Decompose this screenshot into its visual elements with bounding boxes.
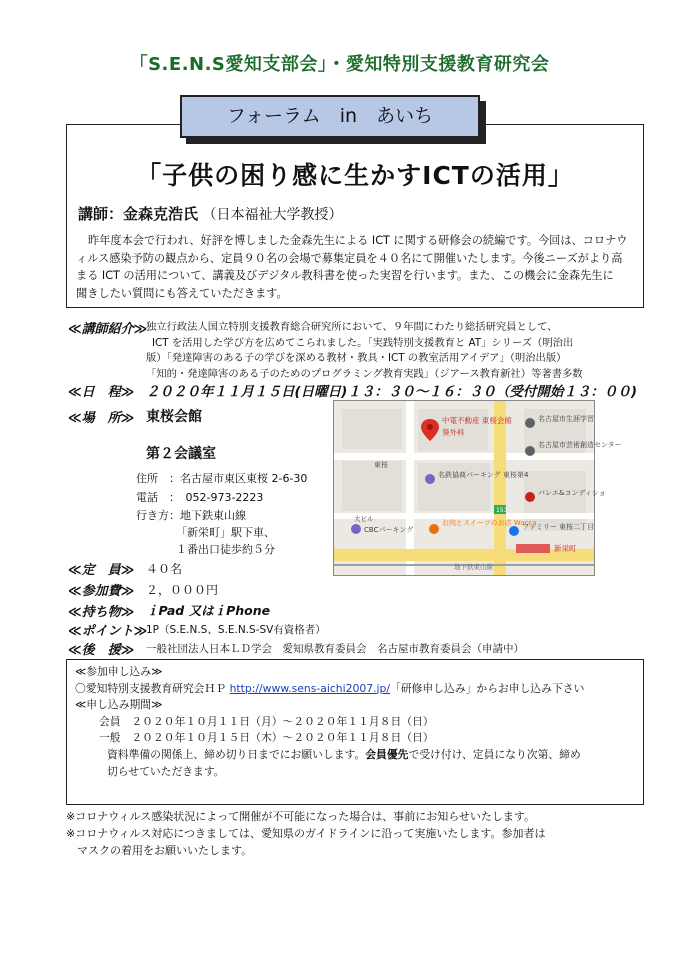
venue-pin-dot [427,424,433,430]
apply-prefix: 〇愛知特別支援教育研究会ＨＰ [75,681,230,695]
lecturer-name: 講師：金森克浩氏 [78,205,199,223]
lecturer-affiliation: （日本福祉大学教授） [202,207,343,223]
apply-note-d: 切らせていただきます。 [107,764,225,778]
intro-text [76,232,636,302]
venue-tel: 電話 ： 052-973-2223 [136,491,264,504]
notes [66,808,646,859]
shop-pin-icon [525,492,535,502]
map-block [342,461,402,511]
period-heading: ≪申し込み期間≫ [75,698,163,712]
lecturer-line [78,203,342,224]
profile-label: ≪講師紹介≫ [68,322,148,337]
map-label: CBCパーキング [364,526,414,534]
fee-label: ≪参加費≫ [68,584,135,599]
profile-line: 版）「発達障害のある子の学びを深める教材・教具・ICT の教室活用アイデア」（明治出版） [146,352,567,364]
map-label: 名鉄協商パーキング 東桜第4 [438,471,529,479]
apply-line [75,681,635,698]
application-box [66,659,644,805]
map-label: 名古屋市生涯学習 [538,415,594,423]
apply-note-c: で受け付け、定員になり次第、締め [408,747,581,761]
map-label: ファミリー 東桜二丁目 [522,523,595,531]
access-line: １番出口徒歩約５分 [176,543,275,556]
venue-map[interactable] [333,400,622,576]
profile-line: ICT を活用した学び方を広めてこられました。「実践特別支援教育と AT」シリーズ（明治出 [152,336,574,349]
apply-note-a: 資料準備の関係上、締め切り日までにお願いします。 [107,747,366,761]
support-label: ≪後 援≫ [68,643,135,658]
map-label: 葵外科 [442,428,465,437]
venue-address: 住所 ：名古屋市東区東桜 2-6-30 [136,472,308,485]
restaurant-pin-icon [429,524,439,534]
map-street [334,453,594,460]
apply-heading: ≪参加申し込み≫ [75,665,163,678]
map-label: バレエ&コンディショ [538,489,606,497]
apply-note [75,747,635,764]
intro-line: まる ICT の活用について、講義及びデジタル教科書を使った実習を行います。また、この機会に金森先生に [76,269,614,282]
map-canvas [334,401,622,575]
venue-name: 東桜会館 [146,409,202,425]
note-line: ※コロナウィルス対応につきましては、愛知県のガイドラインに沿って実施いたします。参加者は [66,827,546,840]
venue-access [136,507,275,558]
point-value: 1P（S.E.N.S、S.E.N.S-SV有資格者） [146,624,326,636]
note-line: マスクの着用をお願いいたします。 [66,844,253,857]
map-label: 大ビル [354,515,374,523]
bring-label: ≪持ち物≫ [68,605,135,620]
map-label: お肉とスイーツのお店 Wacca [442,519,537,527]
date-label: ≪日 程≫ [68,385,135,400]
store-pin-icon [509,526,519,536]
organizer-header: 「S.E.N.S愛知支部会」・愛知特別支援教育研究会 [129,54,550,75]
venue-room: 第２会議室 [146,446,216,462]
period-general: 一般 ２０２０年１０月１５日（木）～２０２０年１１月８日（日） [99,731,434,745]
apply-url-link[interactable]: http://www.sens-aichi2007.jp/ [229,681,391,695]
intro-line: 昨年度本会で行われ、好評を博しました金森先生による ICT に関する研修会の続編です。今回は、コロナウ [88,234,628,247]
intro-line: ィルス感染予防の観点から、定員９０名の会場で募集定員を４０名にて開催いたします。今後ニーズがより高 [76,251,623,265]
building-pin-icon [525,418,535,428]
period-member: 会員 ２０２０年１０月１１日（月）～２０２０年１１月８日（日） [99,714,434,728]
map-label: 新栄町 [554,544,577,553]
profile-line: 独立行政法人国立特別支援教育総合研究所において、９年間にわたり総括研究員として、 [146,321,558,333]
map-label: 中電不動産 東桜会館 [442,416,512,425]
map-label: 名古屋市芸術創造センター [538,441,622,449]
forum-title: 「子供の困り感に生かすICTの活用」 [136,161,574,190]
apply-note-b: 会員優先 [365,747,409,761]
point-label: ≪ポイント≫ [68,624,148,639]
bring-value: ｉPad 又はｉPhone [146,603,271,618]
map-street [406,401,414,575]
parking-pin-icon [425,474,435,484]
profile-text [146,320,642,382]
map-label: 東桜 [374,461,388,469]
apply-suffix: 「研修申し込み」からお申し込み下さい [390,681,585,695]
note-line: ※コロナウィルス感染状況によって開催が不可能になった場合は、事前にお知らせいたします。 [66,810,536,823]
fee-value: ２，０００円 [146,583,219,597]
forum-banner: フォーラム in あいち [180,95,480,138]
intro-line: 聞きしたい質問にも答えていただきます。 [76,286,288,300]
map-block [342,409,402,449]
access-line: 「新栄町」駅下車、 [176,526,275,539]
support-value: 一般社団法人日本ＬＤ学会 愛知県教育委員会 名古屋市教育委員会（申請中） [146,643,524,655]
venue-label: ≪場 所≫ [68,411,135,426]
capacity-label: ≪定 員≫ [68,563,135,578]
map-label: 地下鉄東山線 [454,563,493,571]
access-line: 行き方：地下鉄東山線 [136,509,246,522]
date-value: ２０２０年１１月１５日(日曜日)１３：３０～１６：３０（受付開始１３：００) [146,384,638,400]
building-pin-icon [525,446,535,456]
map-label: 153 [496,507,508,514]
station-marker [516,544,550,553]
parking-pin-icon [351,524,361,534]
profile-line: 「知的・発達障害のある子のためのプログラミング教育実践」（ジアース教育新社）等著書多数 [146,367,583,380]
map-main-road [494,401,506,575]
capacity-value: ４０名 [146,562,183,576]
